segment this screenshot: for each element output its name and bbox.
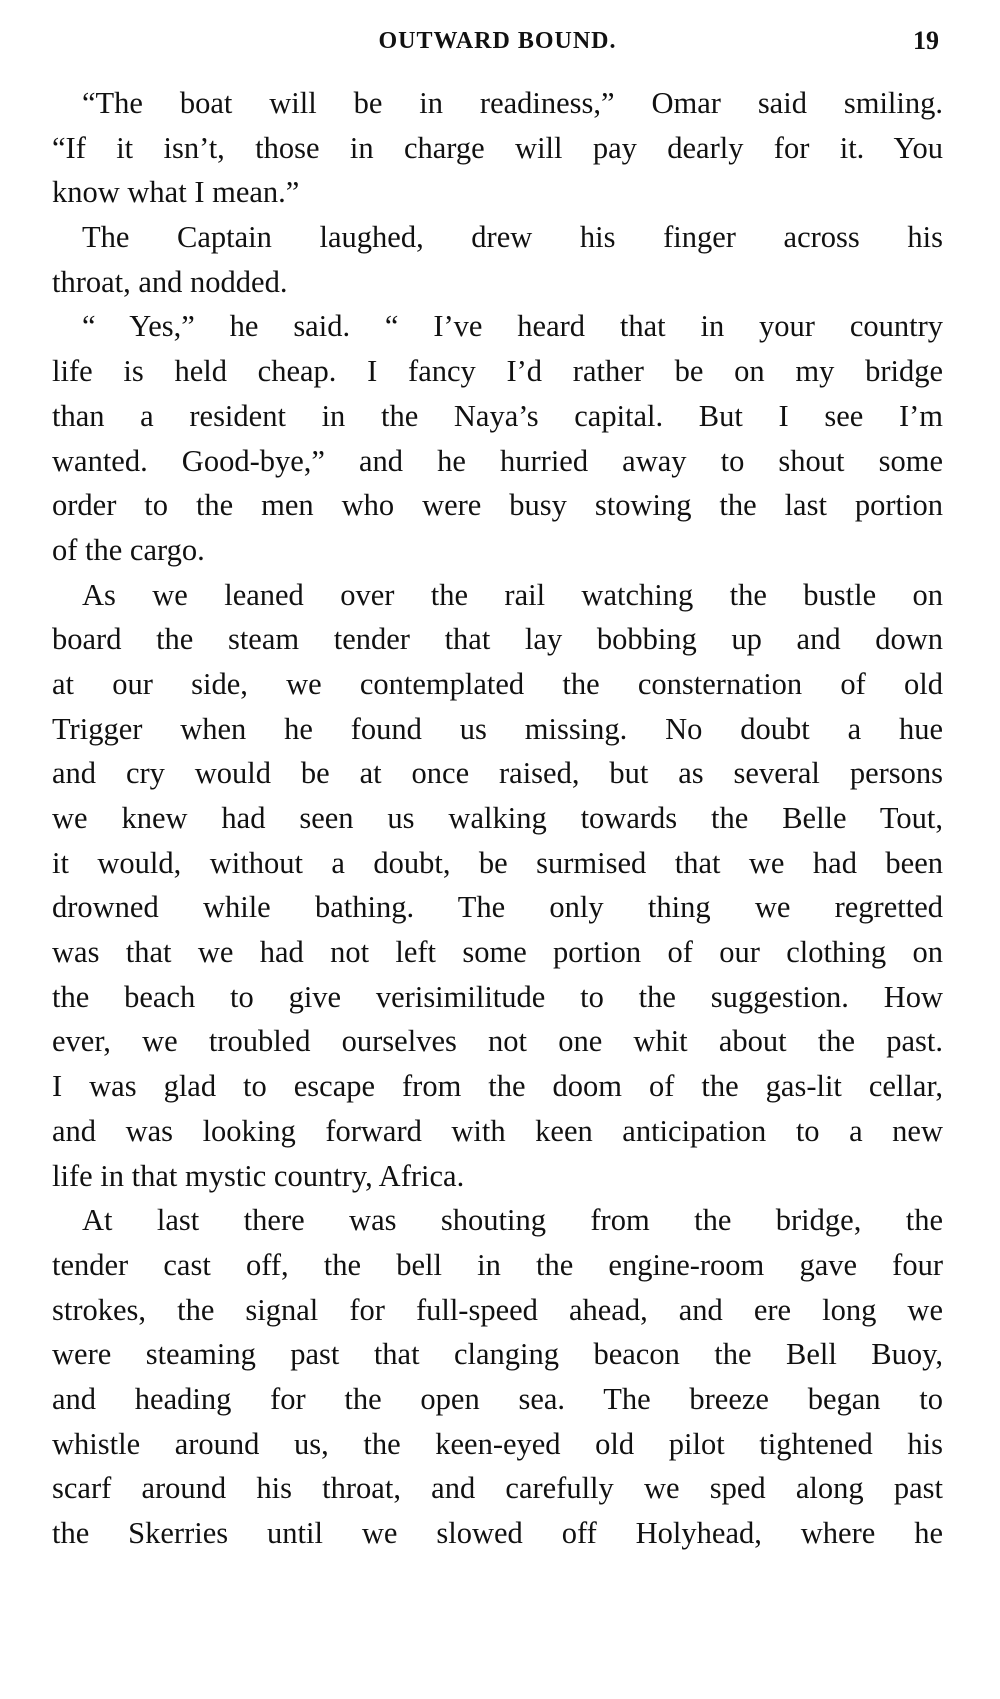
text-line: we knew had seen us walking towards the Belle Tout, — [52, 801, 943, 835]
text-line: the Skerries until we slowed off Holyhead, where he — [52, 1516, 943, 1550]
text-line: “ Yes,” he said. “ I’ve heard that in your country — [82, 309, 943, 344]
text-line: throat, and nodded. — [52, 264, 288, 299]
text-line: of the cargo. — [52, 532, 205, 567]
text-line: know what I mean.” — [52, 175, 300, 210]
text-line: were steaming past that clanging beacon the Bell Buoy, — [52, 1337, 943, 1372]
text-line: “If it isn’t, those in charge will pay dearly for it. You — [52, 130, 943, 165]
text-line: Trigger when he found us missing. No doubt a hue — [52, 711, 943, 746]
page-body — [52, 81, 943, 1556]
text-line: At last there was shouting from the bridge, the — [82, 1203, 943, 1238]
text-line: tender cast off, the bell in the engine-room gave four — [52, 1247, 943, 1282]
text-line: “The boat will be in readiness,” Omar said smiling. — [82, 86, 943, 120]
paragraph — [52, 573, 943, 1199]
text-line: As we leaned over the rail watching the bustle on — [82, 577, 943, 612]
paragraph — [52, 215, 943, 304]
text-line: than a resident in the Naya’s capital. But I see I’m — [52, 398, 943, 433]
text-line: I was glad to escape from the doom of the gas-lit cellar, — [52, 1069, 943, 1104]
text-line: and heading for the open sea. The breeze began to — [52, 1381, 943, 1416]
text-line: the beach to give verisimilitude to the suggestion. How — [52, 979, 943, 1014]
text-line: life in that mystic country, Africa. — [52, 1158, 465, 1193]
page-header — [52, 24, 943, 64]
text-line: ever, we troubled ourselves not one whit about the past. — [52, 1024, 943, 1059]
text-line: drowned while bathing. The only thing we regretted — [52, 890, 943, 925]
text-line: whistle around us, the keen-eyed old pilot tightened his — [52, 1426, 943, 1461]
text-line: order to the men who were busy stowing the last portion — [52, 488, 943, 523]
running-title: OUTWARD BOUND. — [378, 28, 617, 54]
text-line: wanted. Good-bye,” and he hurried away to shout some — [52, 443, 943, 478]
text-line: and was looking forward with keen anticipation to a new — [52, 1113, 943, 1148]
text-line: scarf around his throat, and carefully we sped along past — [52, 1471, 943, 1506]
text-line: The Captain laughed, drew his finger across his — [82, 220, 943, 255]
text-line: board the steam tender that lay bobbing up and down — [52, 622, 943, 657]
text-line: at our side, we contemplated the consternation of old — [52, 666, 943, 701]
text-line: strokes, the signal for full-speed ahead, and ere long we — [52, 1292, 943, 1327]
text-line: life is held cheap. I fancy I’d rather be on my bridge — [52, 354, 943, 389]
text-line: and cry would be at once raised, but as several persons — [52, 756, 943, 791]
text-line: was that we had not left some portion of our clothing on — [52, 935, 943, 970]
paragraph — [52, 304, 943, 572]
paragraph — [52, 81, 943, 215]
page-number: 19 — [913, 26, 939, 55]
text-line: it would, without a doubt, be surmised that we had been — [52, 845, 943, 880]
paragraph — [52, 1198, 943, 1556]
